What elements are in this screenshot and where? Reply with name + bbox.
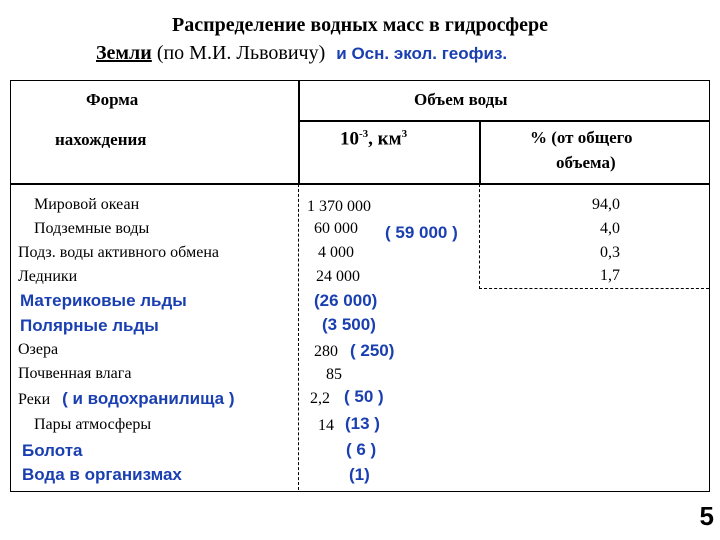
row-extra-rivers: ( 50 ) <box>344 387 384 406</box>
row-volume-ocean: 1 370 000 <box>307 198 371 215</box>
row-name-continental-ice: Материковые льды <box>20 291 187 310</box>
header-sub-divider <box>298 120 710 122</box>
body-col-divider-2 <box>479 184 480 289</box>
row-volume-lakes: 280 <box>314 343 338 360</box>
header-col-divider-1 <box>298 80 300 184</box>
title-line2 <box>96 42 507 65</box>
row-name-polar-ice: Полярные льды <box>20 316 159 335</box>
row-pct-glaciers: 1,7 <box>600 267 620 284</box>
row-extra-organisms: (1) <box>349 465 370 484</box>
row-name-lakes: Озера <box>18 341 59 358</box>
header-divider <box>10 183 710 185</box>
row-pct-groundwater: 4,0 <box>600 220 620 237</box>
row-name-glaciers: Ледники <box>18 268 78 285</box>
row-volume-groundwater: 60 000 <box>314 220 358 237</box>
header-volume-units: $10^{-3}$, $км^3$ <box>340 128 408 150</box>
row-name-active-groundwater: Подз. воды активного обмена <box>18 244 219 261</box>
row-extra-continental-ice: (26 000) <box>314 291 378 310</box>
row-volume-rivers: 2,2 <box>310 390 330 407</box>
body-pct-bottom <box>479 288 709 289</box>
header-percent-line2: объема) <box>556 153 616 172</box>
header-form-line1: Форма <box>86 90 139 109</box>
row-name-rivers: Реки ( и водохранилища ) <box>18 389 235 408</box>
title-source: и Осн. экол. геофиз. <box>336 44 508 63</box>
header-col-divider-2 <box>479 120 481 184</box>
row-extra-polar-ice: (3 500) <box>322 315 376 334</box>
row-name-atmosphere: Пары атмосферы <box>34 416 152 433</box>
row-name-groundwater: Подземные воды <box>34 220 150 237</box>
page-number: 5 <box>699 501 714 531</box>
header-percent-line1: % (от общего <box>530 128 633 147</box>
row-name-swamps: Болота <box>22 441 83 460</box>
row-volume-soil-moisture: 85 <box>326 366 342 383</box>
row-volume-active-groundwater: 4 000 <box>318 244 354 261</box>
title-earth: Земли <box>96 42 152 64</box>
row-name-soil-moisture: Почвенная влага <box>18 365 132 382</box>
row-extra-atmosphere: (13 ) <box>345 414 380 433</box>
header-form-line2: нахождения <box>55 130 147 149</box>
row-extra-swamps: ( 6 ) <box>346 440 377 459</box>
row-extra-lakes: ( 250) <box>350 341 395 360</box>
row-name-ocean: Мировой океан <box>34 196 140 213</box>
row-pct-active-groundwater: 0,3 <box>600 244 620 261</box>
title-author: (по М.И. Львовичу) <box>151 42 326 64</box>
row-volume-glaciers: 24 000 <box>316 268 360 285</box>
row-extra-groundwater: ( 59 000 ) <box>385 223 458 242</box>
header-volume: Объем воды <box>414 90 508 109</box>
title-line1: Распределение водных масс в гидросфере <box>172 14 548 36</box>
row-name-organisms: Вода в организмах <box>22 465 182 484</box>
body-col-divider-1 <box>298 184 299 490</box>
row-pct-ocean: 94,0 <box>592 196 620 213</box>
row-volume-atmosphere: 14 <box>318 417 334 434</box>
